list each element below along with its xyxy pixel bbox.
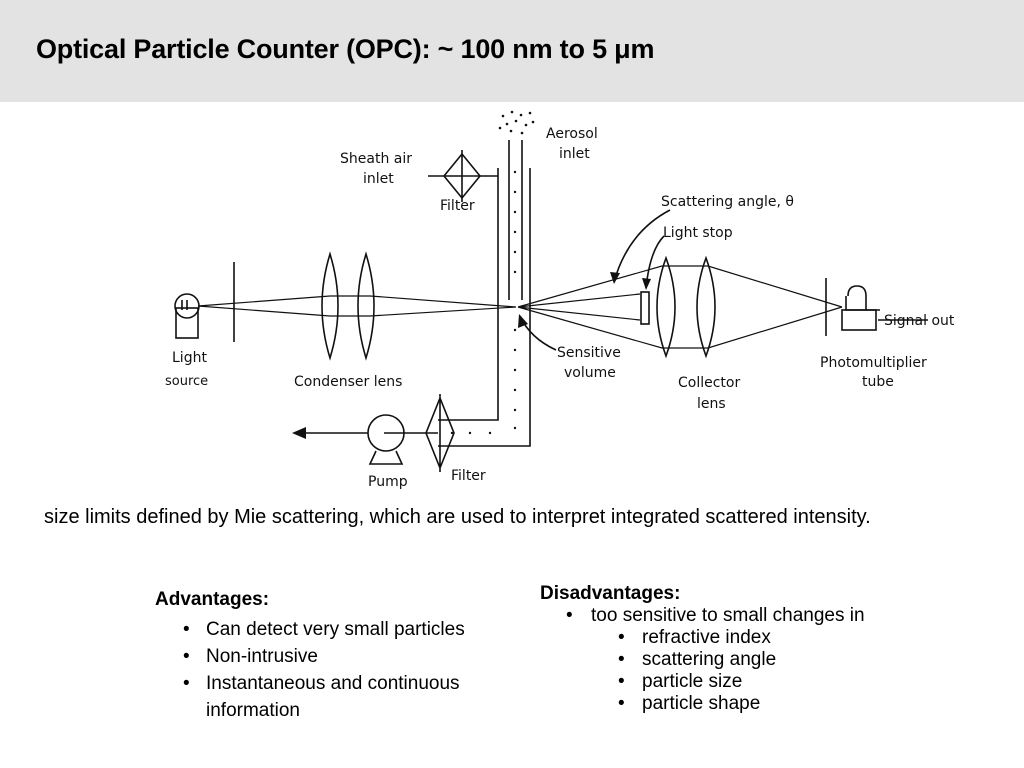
svg-text:inlet: inlet xyxy=(363,171,394,187)
exhaust-arrow xyxy=(292,427,306,439)
light-stop xyxy=(641,292,649,324)
svg-text:tube: tube xyxy=(862,374,894,390)
aerosol-tube xyxy=(509,140,522,300)
svg-text:source: source xyxy=(165,374,209,389)
scatter-cone xyxy=(518,266,842,348)
aerosol-inlet-label: Aerosol xyxy=(546,126,598,142)
list-item: • Non-intrusive xyxy=(155,643,515,670)
sensitive-volume-arrow xyxy=(520,316,556,350)
collector-lens-1 xyxy=(657,258,675,356)
advantages-section xyxy=(155,589,515,724)
collector-lens-2 xyxy=(697,258,715,356)
advantages-heading: Advantages: xyxy=(155,589,270,610)
collector-lens-label: Collector xyxy=(678,375,741,391)
list-item: • Instantaneous and continuous information xyxy=(155,670,515,724)
photomultiplier-tube xyxy=(842,286,880,330)
sub-list-item: • particle shape xyxy=(540,693,960,715)
aerosol-particles xyxy=(499,111,535,135)
signal-out-label: Signal out xyxy=(884,313,955,329)
svg-text:lens: lens xyxy=(697,396,726,412)
photomultiplier-label: Photomultiplier xyxy=(820,355,927,371)
sensitive-volume-label: Sensitive xyxy=(557,345,621,361)
opc-diagram xyxy=(150,104,980,496)
condenser-lens-1 xyxy=(322,254,338,358)
sheath-air-label: Sheath air xyxy=(340,151,412,167)
slide-title: Optical Particle Counter (OPC): ~ 100 nm to 5 μm xyxy=(36,34,655,64)
pump-label: Pump xyxy=(368,474,408,490)
list-item: • Can detect very small particles xyxy=(155,616,515,643)
filter-top-label: Filter xyxy=(440,198,475,214)
svg-text:inlet: inlet xyxy=(559,146,590,162)
scattering-angle-label: Scattering angle, θ xyxy=(661,194,794,210)
sub-list-item: • scattering angle xyxy=(540,649,960,671)
sub-list-item: • particle size xyxy=(540,671,960,693)
disadvantages-list xyxy=(540,605,960,715)
light-source-label: Light xyxy=(172,350,207,366)
condenser-lens-2 xyxy=(358,254,374,358)
advantages-list xyxy=(155,616,515,724)
disadvantages-heading: Disadvantages: xyxy=(540,583,681,604)
condenser-beam xyxy=(198,296,516,316)
title-bar xyxy=(0,0,1024,102)
filter-bottom-label: Filter xyxy=(451,468,486,484)
svg-text:volume: volume xyxy=(564,365,616,381)
list-item: • too sensitive to small changes in xyxy=(540,605,960,627)
light-stop-label: Light stop xyxy=(663,225,733,241)
condenser-lens-label: Condenser lens xyxy=(294,374,403,390)
caption-text: size limits defined by Mie scattering, which are used to interpret integrated scattered intensity. xyxy=(44,506,871,528)
light-source xyxy=(175,294,199,338)
sub-list-item: • refractive index xyxy=(540,627,960,649)
disadvantages-section xyxy=(540,583,960,715)
pump xyxy=(296,415,404,464)
